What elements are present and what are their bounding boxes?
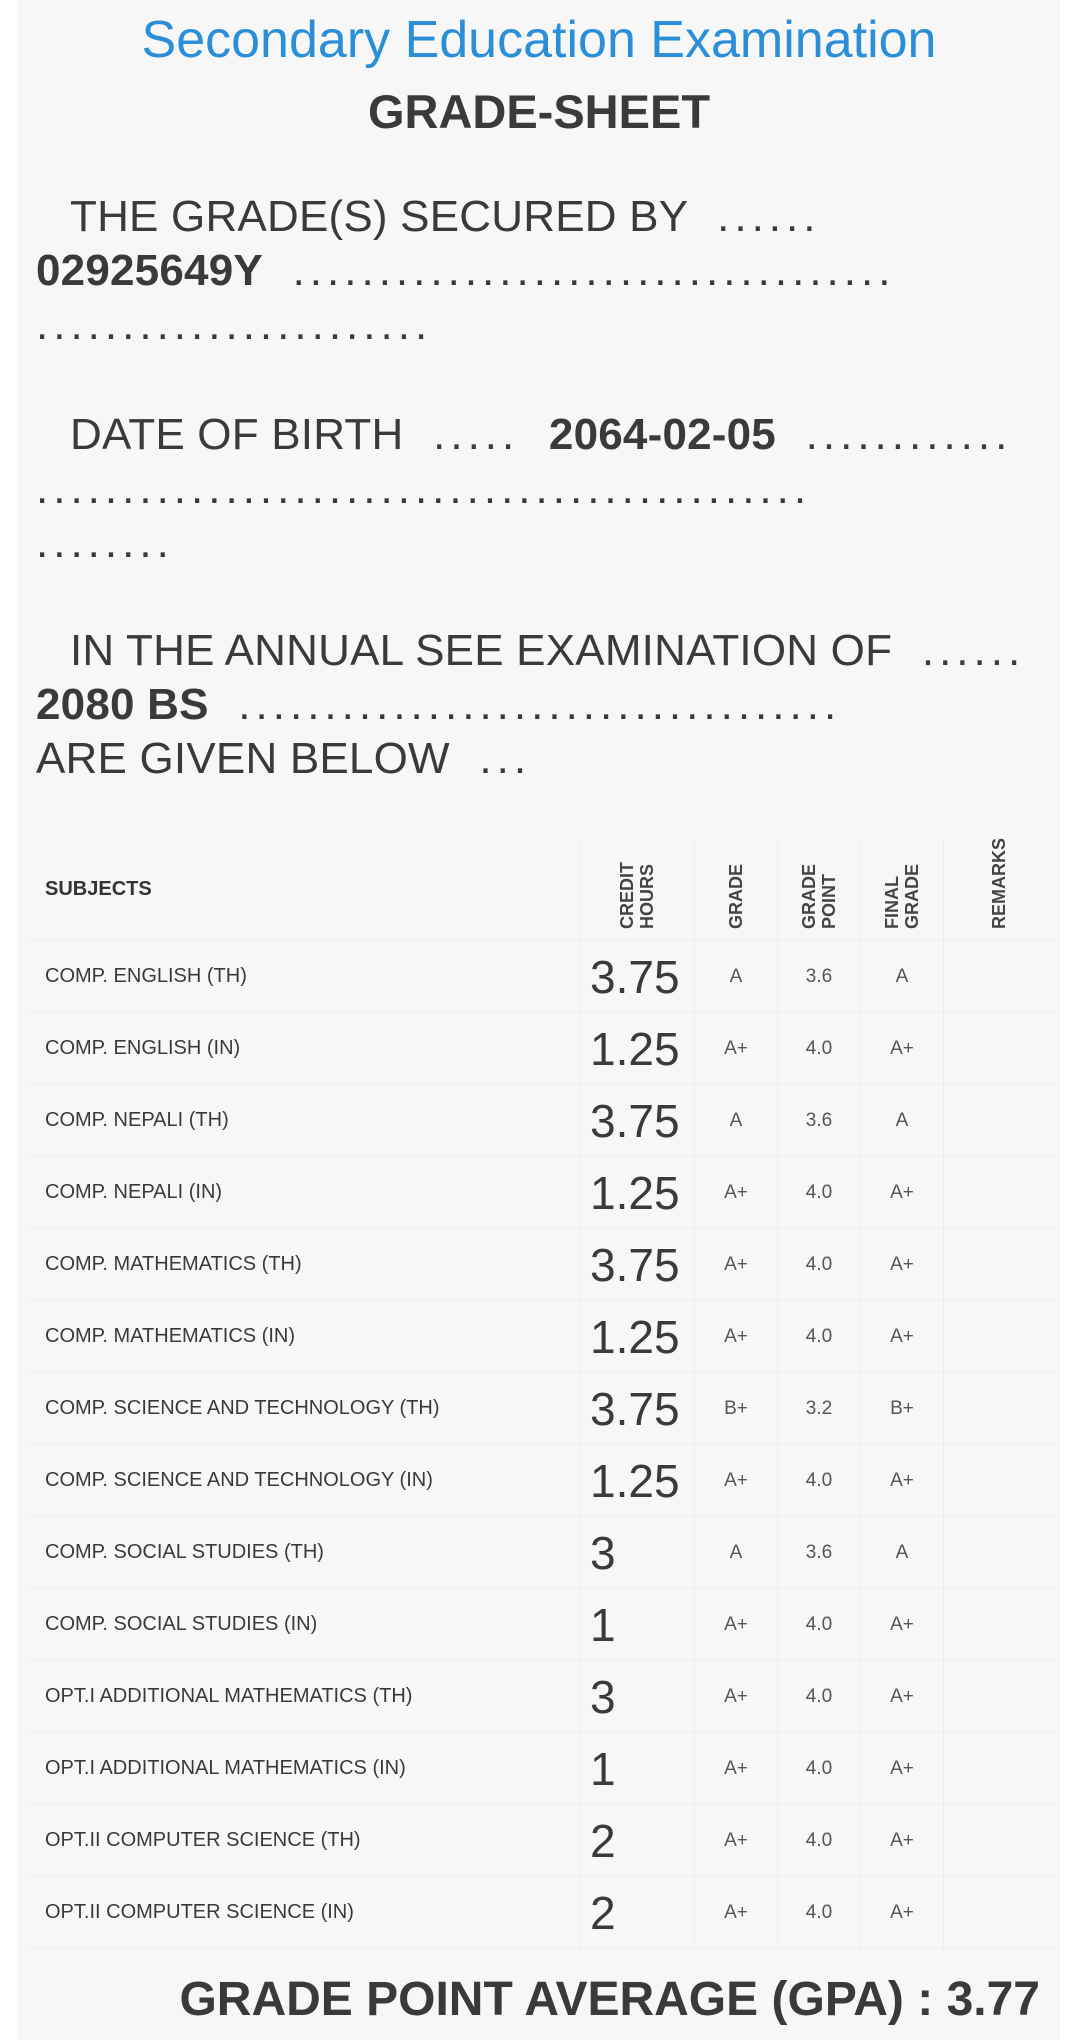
table-header-row xyxy=(28,838,1054,941)
table-row xyxy=(28,1157,1054,1229)
cell-credit-hours: 2 xyxy=(580,1877,695,1949)
gpa-label: GRADE POINT AVERAGE (GPA) : xyxy=(179,1973,934,2026)
cell-subject: OPT.II COMPUTER SCIENCE (TH) xyxy=(28,1805,580,1877)
cell-grade-point: 4.0 xyxy=(778,1877,861,1949)
cell-grade: A xyxy=(695,941,778,1013)
gpa-summary xyxy=(179,1970,1040,2030)
exam-closing: ARE GIVEN BELOW xyxy=(36,734,450,783)
cell-grade-point: 4.0 xyxy=(778,1301,861,1373)
cell-remarks xyxy=(944,1013,1055,1085)
cell-subject: COMP. NEPALI (IN) xyxy=(28,1157,580,1229)
grades-table xyxy=(28,838,1054,1949)
cell-subject: OPT.II COMPUTER SCIENCE (IN) xyxy=(28,1877,580,1949)
exam-title: Secondary Education Examination xyxy=(141,11,937,69)
cell-grade-point: 4.0 xyxy=(778,1013,861,1085)
table-row xyxy=(28,1301,1054,1373)
header-credit-hours: CREDIT HOURS xyxy=(580,838,695,941)
cell-grade-point: 4.0 xyxy=(778,1229,861,1301)
dob-section xyxy=(36,408,1046,570)
grade-sheet xyxy=(18,0,1060,2040)
dot-leader: ...... xyxy=(904,626,1026,675)
cell-remarks xyxy=(944,1301,1055,1373)
exam-year: 2080 BS xyxy=(36,680,209,729)
cell-remarks xyxy=(944,1373,1055,1445)
cell-subject: COMP. SOCIAL STUDIES (TH) xyxy=(28,1517,580,1589)
table-row xyxy=(28,1517,1054,1589)
cell-grade-point: 4.0 xyxy=(778,1805,861,1877)
cell-grade: A+ xyxy=(695,1805,778,1877)
header-grade: GRADE xyxy=(695,838,778,941)
cell-final-grade: A+ xyxy=(861,1229,944,1301)
cell-remarks xyxy=(944,1589,1055,1661)
dot-leader: ... xyxy=(462,734,532,783)
exam-label: IN THE ANNUAL SEE EXAMINATION OF xyxy=(70,626,893,675)
cell-credit-hours: 1.25 xyxy=(580,1157,695,1229)
cell-subject: COMP. SCIENCE AND TECHNOLOGY (TH) xyxy=(28,1373,580,1445)
gpa-value: 3.77 xyxy=(946,1973,1040,2026)
cell-grade-point: 3.6 xyxy=(778,941,861,1013)
dob-value: 2064-02-05 xyxy=(548,410,776,459)
cell-grade: A+ xyxy=(695,1877,778,1949)
cell-remarks xyxy=(944,941,1055,1013)
cell-final-grade: A+ xyxy=(861,1445,944,1517)
exam-section xyxy=(36,624,1046,786)
cell-remarks xyxy=(944,1157,1055,1229)
cell-subject: COMP. NEPALI (TH) xyxy=(28,1085,580,1157)
cell-grade: A+ xyxy=(695,1229,778,1301)
cell-credit-hours: 1.25 xyxy=(580,1013,695,1085)
cell-grade-point: 4.0 xyxy=(778,1661,861,1733)
cell-credit-hours: 3 xyxy=(580,1661,695,1733)
table-row xyxy=(28,941,1054,1013)
dot-leader: ................................... xyxy=(221,680,842,729)
cell-grade-point: 4.0 xyxy=(778,1589,861,1661)
cell-final-grade: A+ xyxy=(861,1805,944,1877)
table-row xyxy=(28,1445,1054,1517)
header-subjects: SUBJECTS xyxy=(28,838,580,941)
cell-grade: A+ xyxy=(695,1013,778,1085)
header-final-grade: FINAL GRADE xyxy=(861,838,944,941)
cell-grade-point: 4.0 xyxy=(778,1157,861,1229)
cell-subject: COMP. MATHEMATICS (IN) xyxy=(28,1301,580,1373)
dot-leader: ............ xyxy=(788,410,1013,459)
cell-remarks xyxy=(944,1517,1055,1589)
cell-final-grade: A xyxy=(861,1517,944,1589)
cell-remarks xyxy=(944,1661,1055,1733)
cell-subject: OPT.I ADDITIONAL MATHEMATICS (IN) xyxy=(28,1733,580,1805)
header-remarks: REMARKS xyxy=(944,838,1055,941)
cell-subject: COMP. ENGLISH (TH) xyxy=(28,941,580,1013)
secured-by-label: THE GRADE(S) SECURED BY xyxy=(70,192,688,241)
cell-credit-hours: 1 xyxy=(580,1589,695,1661)
cell-grade: A+ xyxy=(695,1589,778,1661)
cell-final-grade: A+ xyxy=(861,1589,944,1661)
cell-grade: A+ xyxy=(695,1301,778,1373)
cell-remarks xyxy=(944,1733,1055,1805)
dot-leader: ....................... xyxy=(36,300,433,349)
cell-credit-hours: 3.75 xyxy=(580,1229,695,1301)
cell-final-grade: A+ xyxy=(861,1661,944,1733)
dot-leader: ........ xyxy=(36,518,174,567)
cell-credit-hours: 1 xyxy=(580,1733,695,1805)
cell-credit-hours: 3.75 xyxy=(580,1373,695,1445)
cell-grade: A+ xyxy=(695,1157,778,1229)
table-row xyxy=(28,1373,1054,1445)
cell-final-grade: A xyxy=(861,1085,944,1157)
cell-credit-hours: 3.75 xyxy=(580,941,695,1013)
secured-by-section xyxy=(36,190,1046,352)
cell-final-grade: A+ xyxy=(861,1157,944,1229)
cell-credit-hours: 1.25 xyxy=(580,1301,695,1373)
table-row xyxy=(28,1661,1054,1733)
table-row xyxy=(28,1085,1054,1157)
cell-final-grade: B+ xyxy=(861,1373,944,1445)
cell-remarks xyxy=(944,1085,1055,1157)
cell-grade-point: 4.0 xyxy=(778,1445,861,1517)
cell-grade: A+ xyxy=(695,1445,778,1517)
cell-grade: A xyxy=(695,1517,778,1589)
cell-subject: COMP. SOCIAL STUDIES (IN) xyxy=(28,1589,580,1661)
table-row xyxy=(28,1877,1054,1949)
cell-credit-hours: 2 xyxy=(580,1805,695,1877)
dot-leader: ...... xyxy=(699,192,821,241)
table-row xyxy=(28,1733,1054,1805)
cell-remarks xyxy=(944,1229,1055,1301)
dot-leader: ............................................. xyxy=(36,464,812,513)
cell-credit-hours: 3.75 xyxy=(580,1085,695,1157)
cell-grade-point: 3.2 xyxy=(778,1373,861,1445)
cell-final-grade: A+ xyxy=(861,1301,944,1373)
cell-final-grade: A+ xyxy=(861,1013,944,1085)
cell-subject: COMP. MATHEMATICS (TH) xyxy=(28,1229,580,1301)
table-row xyxy=(28,1229,1054,1301)
cell-grade: A xyxy=(695,1085,778,1157)
dot-leader: ................................... xyxy=(275,246,896,295)
cell-grade: B+ xyxy=(695,1373,778,1445)
cell-remarks xyxy=(944,1877,1055,1949)
cell-remarks xyxy=(944,1805,1055,1877)
cell-subject: COMP. SCIENCE AND TECHNOLOGY (IN) xyxy=(28,1445,580,1517)
header-grade-point: GRADE POINT xyxy=(778,838,861,941)
dob-label: DATE OF BIRTH xyxy=(70,410,404,459)
cell-grade-point: 4.0 xyxy=(778,1733,861,1805)
cell-grade: A+ xyxy=(695,1733,778,1805)
cell-grade-point: 3.6 xyxy=(778,1517,861,1589)
cell-credit-hours: 3 xyxy=(580,1517,695,1589)
sheet-subtitle: GRADE-SHEET xyxy=(367,85,711,138)
cell-remarks xyxy=(944,1445,1055,1517)
cell-subject: OPT.I ADDITIONAL MATHEMATICS (TH) xyxy=(28,1661,580,1733)
table-row xyxy=(28,1805,1054,1877)
symbol-number: 02925649Y xyxy=(36,246,263,295)
cell-credit-hours: 1.25 xyxy=(580,1445,695,1517)
cell-grade-point: 3.6 xyxy=(778,1085,861,1157)
cell-final-grade: A xyxy=(861,941,944,1013)
cell-grade: A+ xyxy=(695,1661,778,1733)
dot-leader: ..... xyxy=(415,410,537,459)
table-row xyxy=(28,1013,1054,1085)
cell-final-grade: A+ xyxy=(861,1877,944,1949)
cell-final-grade: A+ xyxy=(861,1733,944,1805)
table-row xyxy=(28,1589,1054,1661)
cell-subject: COMP. ENGLISH (IN) xyxy=(28,1013,580,1085)
